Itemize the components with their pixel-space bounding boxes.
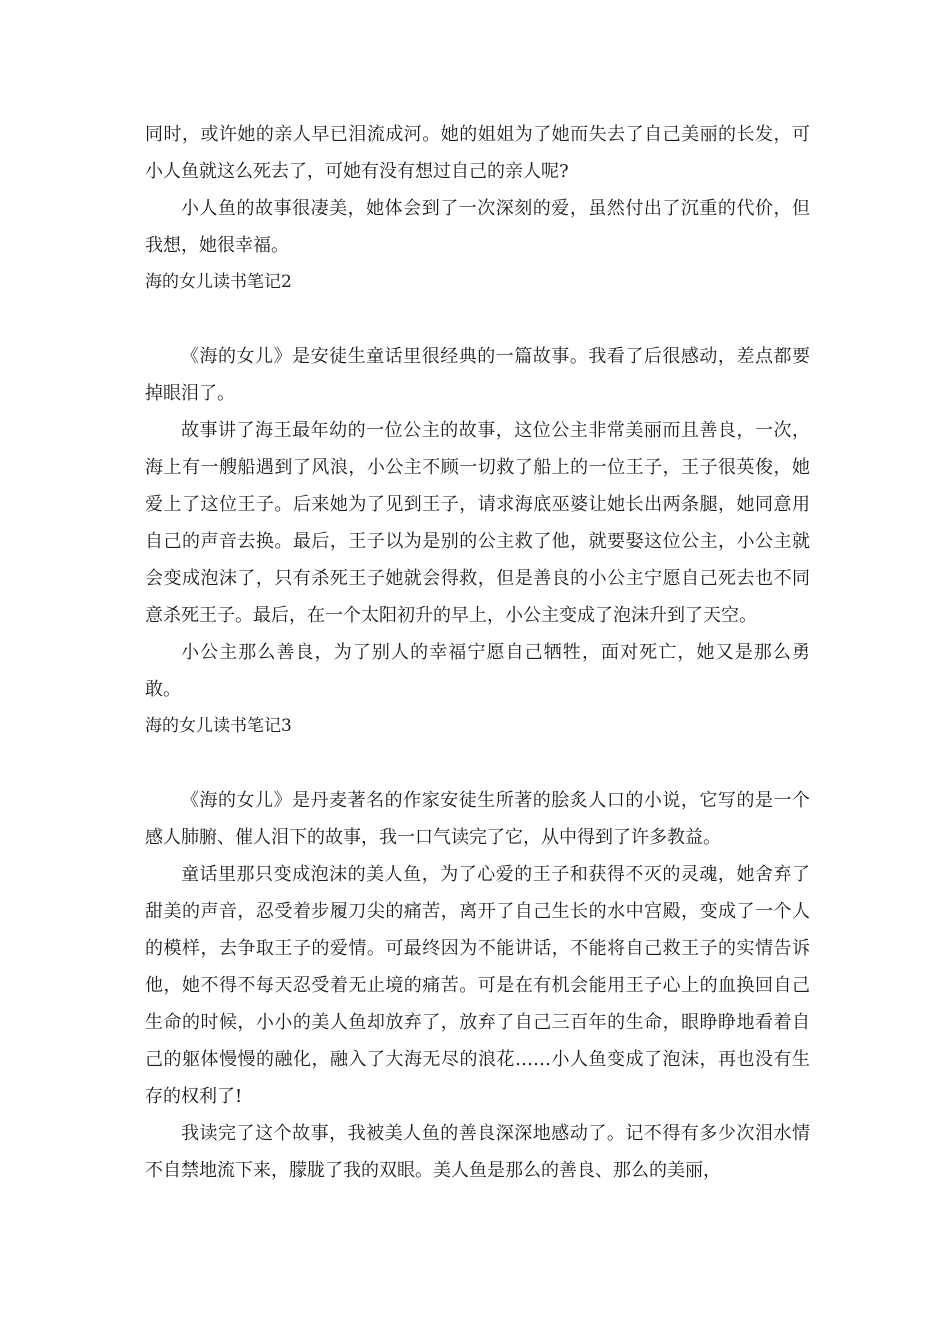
section-heading: 海的女儿读书笔记2 [145, 272, 292, 292]
blank-line [145, 745, 810, 782]
paragraph: 同时，或许她的亲人早已泪流成河。她的姐姐为了她而失去了自己美丽的长发，可小人鱼就这么死去了，可她有没有想过自己的亲人呢? [145, 124, 810, 182]
paragraph: 故事讲了海王最年幼的一位公主的故事，这位公主非常美丽而且善良，一次，海上有一艘船遇到了风浪，小公主不顾一切救了船上的一位王子，王子很英俊，她爱上了这位王子。后来她为了见到王子，请求海底巫婆让她长出两条腿，她同意用自己的声音去换。最后，王子以为是别的公主救了他，就要娶这位公主，小公主就会变成泡沫了，只有杀死王子她就会得救，但是善良的小公主宁愿自己死去也不同意杀死王子。最后，在一个太阳初升的早上，小公主变成了泡沫升到了天空。 [145, 420, 810, 626]
blank-line [145, 301, 810, 338]
section-heading: 海的女儿读书笔记3 [145, 716, 292, 736]
document-body [145, 116, 810, 1189]
paragraph: 小公主那么善良，为了别人的幸福宁愿自己牺牲，面对死亡，她又是那么勇敢。 [145, 642, 810, 700]
paragraph: 我读完了这个故事，我被美人鱼的善良深深地感动了。记不得有多少次泪水情不自禁地流下来，朦胧了我的双眼。美人鱼是那么的善良、那么的美丽， [145, 1123, 810, 1181]
paragraph: 小人鱼的故事很凄美，她体会到了一次深刻的爱，虽然付出了沉重的代价，但我想，她很幸福。 [145, 198, 810, 256]
paragraph: 《海的女儿》是丹麦著名的作家安徒生所著的脍炙人口的小说，它写的是一个感人肺腑、催人泪下的故事，我一口气读完了它，从中得到了许多教益。 [145, 790, 810, 848]
paragraph: 《海的女儿》是安徒生童话里很经典的一篇故事。我看了后很感动，差点都要掉眼泪了。 [145, 346, 810, 404]
paragraph: 童话里那只变成泡沫的美人鱼，为了心爱的王子和获得不灭的灵魂，她舍弃了甜美的声音，忍受着步履刀尖的痛苦，离开了自己生长的水中宫殿，变成了一个人的模样，去争取王子的爱情。可最终因为不能讲话，不能将自己救王子的实情告诉他，她不得不每天忍受着无止境的痛苦。可是在有机会能用王子心上的血换回自己生命的时候，小小的美人鱼却放弃了，放弃了自己三百年的生命，眼睁睁地看着自己的躯体慢慢的融化，融入了大海无尽的浪花……小人鱼变成了泡沫，再也没有生存的权利了! [145, 864, 810, 1107]
